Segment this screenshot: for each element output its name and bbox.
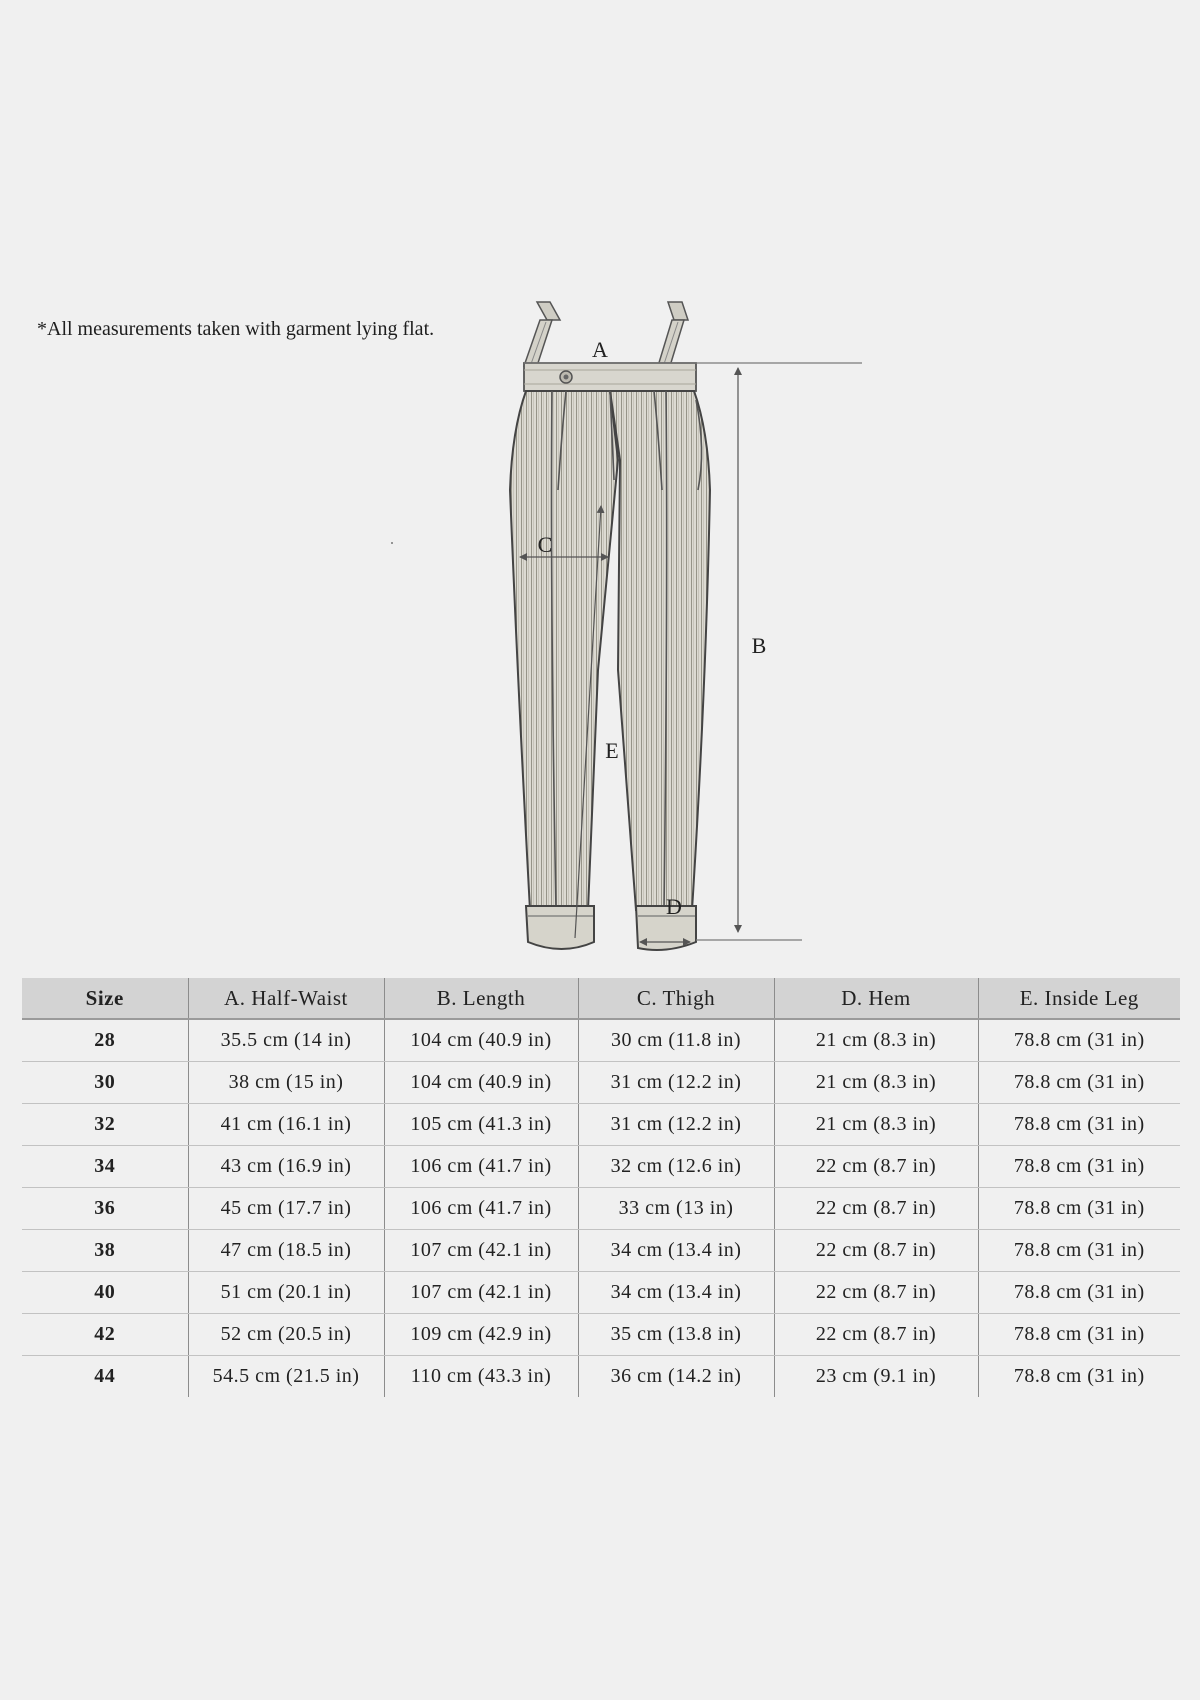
hem-cell: 22 cm (8.7 in) <box>774 1146 978 1188</box>
trousers-diagram <box>470 290 890 970</box>
length-cell: 104 cm (40.9 in) <box>384 1019 578 1062</box>
table-row <box>22 1062 1180 1104</box>
suspender-right <box>658 302 688 366</box>
header-size: Size <box>22 978 188 1019</box>
stray-dot <box>391 542 393 544</box>
table-row <box>22 1230 1180 1272</box>
inside-leg-cell: 78.8 cm (31 in) <box>978 1272 1180 1314</box>
suspender-left <box>524 302 560 366</box>
thigh-cell: 34 cm (13.4 in) <box>578 1230 774 1272</box>
label-a: A <box>592 337 608 362</box>
cuff-left <box>526 906 594 949</box>
length-cell: 110 cm (43.3 in) <box>384 1356 578 1398</box>
length-cell: 104 cm (40.9 in) <box>384 1062 578 1104</box>
length-cell: 105 cm (41.3 in) <box>384 1104 578 1146</box>
thigh-cell: 31 cm (12.2 in) <box>578 1062 774 1104</box>
table-header-row <box>22 978 1180 1019</box>
thigh-cell: 34 cm (13.4 in) <box>578 1272 774 1314</box>
waistband <box>524 363 696 391</box>
table-row <box>22 1356 1180 1398</box>
half-waist-cell: 35.5 cm (14 in) <box>188 1019 384 1062</box>
inside-leg-cell: 78.8 cm (31 in) <box>978 1314 1180 1356</box>
table-row <box>22 1272 1180 1314</box>
size-cell: 38 <box>22 1230 188 1272</box>
size-cell: 32 <box>22 1104 188 1146</box>
thigh-cell: 31 cm (12.2 in) <box>578 1104 774 1146</box>
inside-leg-cell: 78.8 cm (31 in) <box>978 1062 1180 1104</box>
table-row <box>22 1019 1180 1062</box>
hem-cell: 22 cm (8.7 in) <box>774 1314 978 1356</box>
hem-cell: 21 cm (8.3 in) <box>774 1104 978 1146</box>
size-cell: 28 <box>22 1019 188 1062</box>
half-waist-cell: 47 cm (18.5 in) <box>188 1230 384 1272</box>
size-cell: 36 <box>22 1188 188 1230</box>
hem-cell: 23 cm (9.1 in) <box>774 1356 978 1398</box>
header-half-waist: A. Half-Waist <box>188 978 384 1019</box>
thigh-cell: 35 cm (13.8 in) <box>578 1314 774 1356</box>
length-cell: 109 cm (42.9 in) <box>384 1314 578 1356</box>
table-body <box>22 1019 1180 1397</box>
length-cell: 106 cm (41.7 in) <box>384 1146 578 1188</box>
hem-cell: 22 cm (8.7 in) <box>774 1272 978 1314</box>
inside-leg-cell: 78.8 cm (31 in) <box>978 1188 1180 1230</box>
label-e: E <box>605 738 619 763</box>
header-thigh: C. Thigh <box>578 978 774 1019</box>
inside-leg-cell: 78.8 cm (31 in) <box>978 1356 1180 1398</box>
size-cell: 44 <box>94 1365 116 1387</box>
hem-cell: 22 cm (8.7 in) <box>774 1188 978 1230</box>
thigh-cell: 36 cm (14.2 in) <box>578 1356 774 1398</box>
hem-cell: 21 cm (8.3 in) <box>774 1062 978 1104</box>
length-cell: 107 cm (42.1 in) <box>384 1230 578 1272</box>
trousers-illustration <box>470 290 890 970</box>
thigh-cell: 33 cm (13 in) <box>578 1188 774 1230</box>
half-waist-cell: 45 cm (17.7 in) <box>188 1188 384 1230</box>
table-row <box>22 1188 1180 1230</box>
length-cell: 107 cm (42.1 in) <box>384 1272 578 1314</box>
inside-leg-cell: 78.8 cm (31 in) <box>978 1230 1180 1272</box>
measurement-note: *All measurements taken with garment lying flat. <box>37 318 435 340</box>
inside-leg-cell: 78.8 cm (31 in) <box>978 1146 1180 1188</box>
size-cell: 40 <box>22 1272 188 1314</box>
left-leg <box>510 391 618 910</box>
half-waist-cell: 43 cm (16.9 in) <box>188 1146 384 1188</box>
table-row <box>22 1104 1180 1146</box>
size-chart-table <box>22 978 1180 1397</box>
length-cell: 106 cm (41.7 in) <box>384 1188 578 1230</box>
label-d: D <box>666 894 682 919</box>
size-cell: 34 <box>22 1146 188 1188</box>
table-row <box>22 1314 1180 1356</box>
header-inside-leg: E. Inside Leg <box>978 978 1180 1019</box>
thigh-cell: 30 cm (11.8 in) <box>578 1019 774 1062</box>
inside-leg-cell: 78.8 cm (31 in) <box>978 1019 1180 1062</box>
size-cell: 30 <box>22 1062 188 1104</box>
half-waist-cell: 41 cm (16.1 in) <box>188 1104 384 1146</box>
half-waist-cell: 51 cm (20.1 in) <box>188 1272 384 1314</box>
half-waist-cell: 52 cm (20.5 in) <box>188 1314 384 1356</box>
half-waist-cell: 54.5 cm (21.5 in) <box>188 1356 384 1398</box>
header-hem: D. Hem <box>774 978 978 1019</box>
half-waist-cell: 38 cm (15 in) <box>188 1062 384 1104</box>
table-row <box>22 1146 1180 1188</box>
thigh-cell: 32 cm (12.6 in) <box>578 1146 774 1188</box>
header-length: B. Length <box>384 978 578 1019</box>
label-c: C <box>537 532 553 557</box>
inside-leg-cell: 78.8 cm (31 in) <box>978 1104 1180 1146</box>
label-b: B <box>751 633 767 658</box>
hem-cell: 22 cm (8.7 in) <box>774 1230 978 1272</box>
hem-cell: 21 cm (8.3 in) <box>774 1019 978 1062</box>
size-cell: 42 <box>22 1314 188 1356</box>
